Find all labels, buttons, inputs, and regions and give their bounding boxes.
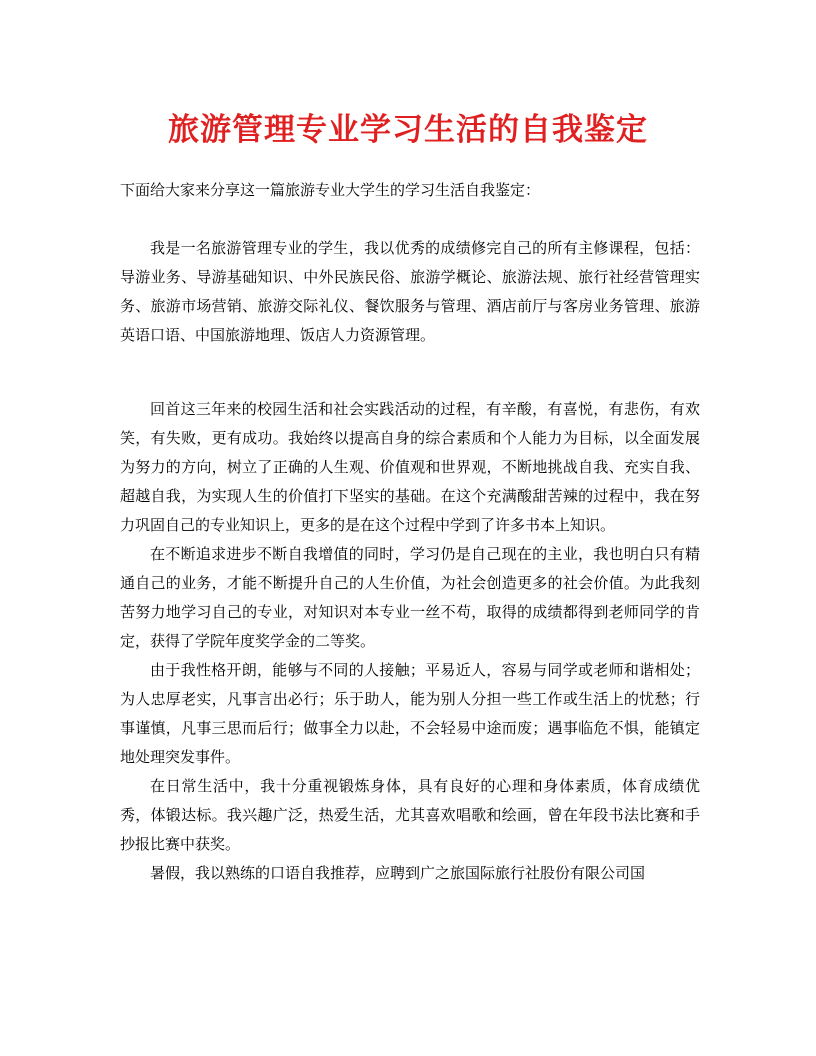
paragraph: 在不断追求进步不断自我增值的同时，学习仍是自己现在的主业，我也明白只有精通自己的业务，才能不断提升自己的人生价值，为社会创造更多的社会价值。为此我刻苦努力地学习自己的专业，对知识对本专业一丝不苟，取得的成绩都得到老师同学的肯定，获得了学院年度奖学金的二等奖。 — [120, 545, 700, 650]
paragraph: 暑假，我以熟练的口语自我推荐，应聘到广之旅国际旅行社股份有限公司国 — [150, 864, 646, 882]
paragraph: 回首这三年来的校园生活和社会实践活动的过程，有辛酸，有喜悦，有悲伤，有欢笑，有失败，更有成功。我始终以提高自身的综合素质和个人能力为目标，以全面发展为努力的方向，树立了正确的人生观、价值观和世界观，不断地挑战自我、充实自我、超越自我，为实现人生的价值打下坚实的基础。在这个充满酸甜苦辣的过程中，我在努力巩固自己的专业知识上，更多的是在这个过程中学到了许多书本上知识。 — [120, 400, 700, 534]
paragraph: 我是一名旅游管理专业的学生，我以优秀的成绩修完自己的所有主修课程，包括：导游业务、导游基础知识、中外民族民俗、旅游学概论、旅游法规、旅行社经营管理实务、旅游市场营销、旅游交际礼仪、餐饮服务与管理、酒店前厅与客房业务管理、旅游英语口语、中国旅游地理、饭店人力资源管理。 — [120, 239, 700, 344]
paragraph-block-2 — [120, 395, 700, 888]
paragraph: 由于我性格开朗，能够与不同的人接触；平易近人，容易与同学或老师和谐相处；为人忠厚老实，凡事言出必行；乐于助人，能为别人分担一些工作或生活上的忧愁；行事谨慎，凡事三思而后行；做事全力以赴，不会轻易中途而废；遇事临危不惧，能镇定地处理突发事件。 — [120, 661, 700, 766]
paragraph-block-1 — [120, 234, 700, 350]
paragraph: 在日常生活中，我十分重视锻炼身体，具有良好的心理和身体素质，体育成绩优秀，体锻达标。我兴趣广泛，热爱生活，尤其喜欢唱歌和绘画，曾在年段书法比赛和手抄报比赛中获奖。 — [120, 777, 700, 853]
document-title: 旅游管理专业学习生活的自我鉴定 — [168, 112, 648, 148]
intro-line: 下面给大家来分享这一篇旅游专业大学生的学习生活自我鉴定： — [120, 181, 541, 199]
